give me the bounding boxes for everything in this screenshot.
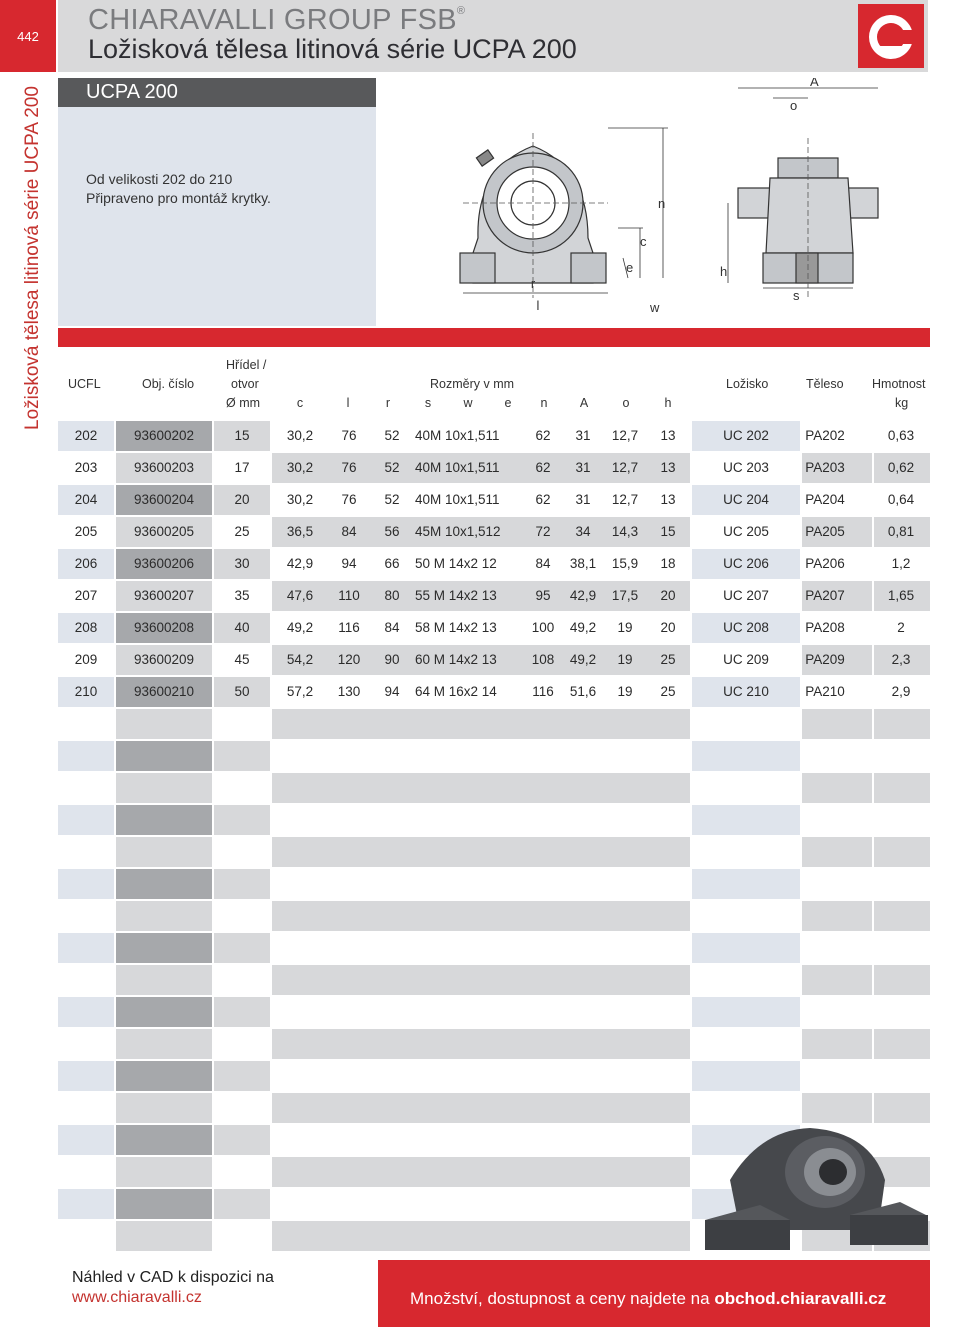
table-cell: 60 M 14x2 13 [415,652,497,667]
table-cell-bg [272,965,690,995]
col-header-rozmery: Rozměry v mm [430,377,515,391]
table-cell-bg [58,1093,114,1123]
table-cell-bg [692,709,800,739]
table-cell-bg [874,1061,930,1091]
table-cell: 2,3 [891,652,911,667]
table-cell-bg [802,1029,872,1059]
table-cell: 17,5 [611,588,639,603]
table-cell: 0,64 [887,492,915,507]
table-cell: 49,2 [569,620,597,635]
table-cell-bg [116,1125,212,1155]
label-c: c [640,234,647,249]
table-cell: 76 [341,492,357,507]
table-cell: 12,7 [611,460,639,475]
table-cell: 25 [660,684,676,699]
table-cell: 93600202 [133,428,195,443]
drawing-svg [378,78,930,326]
table-cell-bg [214,1157,270,1187]
table-cell: 93600203 [133,460,195,475]
table-cell: 110 [338,588,360,603]
table-cell: 19 [617,652,633,667]
table-cell: 58 M 14x2 13 [415,620,497,635]
table-cell: 45M 10x1,512 [415,524,501,539]
table-cell-bg [58,1189,114,1219]
table-cell: 30,2 [286,492,314,507]
table-cell: 52 [384,492,400,507]
registered-mark: ® [456,5,466,18]
table-cell-bg [272,773,690,803]
table-cell-bg [874,965,930,995]
table-cell: 93600208 [133,620,195,635]
brand-name [88,4,465,37]
shop-link[interactable]: obchod.chiaravalli.cz [714,1289,887,1308]
table-cell-bg [802,837,872,867]
table-cell: 116 [532,684,554,699]
table-cell-bg [214,1093,270,1123]
table-cell: 76 [341,460,357,475]
table-cell: 209 [74,652,98,667]
intro-line-1: Od velikosti 202 do 210 [86,171,233,187]
cad-note [72,1268,274,1308]
table-cell-bg [272,1157,690,1187]
table-cell-bg [802,965,872,995]
table-cell: 47,6 [286,588,314,603]
table-cell: 30,2 [286,460,314,475]
table-cell-bg [692,805,800,835]
label-w: w [650,300,660,315]
col-header-kg: kg [895,396,909,410]
label-l: l [536,298,540,313]
table-cell-bg [874,869,930,899]
table-cell-bg [874,741,930,771]
table-cell: 120 [337,652,361,667]
table-cell: 52 [384,428,400,443]
table-cell: 84 [535,556,551,571]
table-cell-bg [802,901,872,931]
table-cell-bg [214,869,270,899]
table-cell-bg [802,1093,872,1123]
table-cell: 0,81 [887,524,915,539]
table-cell-bg [272,1029,690,1059]
table-cell: 51,6 [569,684,597,699]
table-cell-bg [116,773,212,803]
col-header-dim: r [385,396,391,410]
table-cell-bg [58,1029,114,1059]
table-cell: 108 [531,652,555,667]
table-cell: UC 207 [723,588,769,603]
table-cell: UC 210 [723,684,769,699]
table-cell: 1,2 [891,556,911,571]
table-cell: 0,62 [887,460,915,475]
table-cell-bg [874,837,930,867]
table-cell-bg [58,933,114,963]
col-header-hridel-1: Hřídel / [226,358,267,372]
table-cell: 45 [234,652,250,667]
table-cell-bg [272,709,690,739]
table-cell: 93600210 [133,684,195,699]
table-cell-bg [874,805,930,835]
table-cell-bg [116,1061,212,1091]
table-cell-bg [116,805,212,835]
table-cell-bg [272,837,690,867]
table-cell-bg [272,997,690,1027]
table-cell: 93600207 [133,588,195,603]
table-cell-bg [802,933,872,963]
table-cell: 31 [575,428,591,443]
table-cell-bg [58,773,114,803]
table-cell-bg [874,901,930,931]
table-cell: 40 [234,620,250,635]
table-cell: 20 [660,588,676,603]
intro-text [86,170,271,208]
table-cell: 40M 10x1,511 [415,428,500,443]
table-cell-bg [116,1221,212,1251]
table-cell: 19 [617,620,633,635]
table-cell: PA208 [805,620,845,635]
table-cell-bg [272,1221,690,1251]
table-cell-bg [802,805,872,835]
table-cell-bg [692,1029,800,1059]
table-cell-bg [802,709,872,739]
table-cell: UC 202 [723,428,769,443]
product-photo [700,1120,930,1260]
table-cell: PA209 [805,652,845,667]
table-cell-bg [802,1061,872,1091]
col-header-dim: o [622,396,630,410]
table-cell-bg [116,1093,212,1123]
side-label-text: Ložisková tělesa litinová série UCPA 200 [22,86,43,430]
table-cell: 2,9 [891,684,911,699]
table-cell: 94 [384,684,400,699]
intro-heading: UCPA 200 [58,78,376,107]
table-cell: PA203 [805,460,845,475]
table-cell: 49,2 [286,620,314,635]
table-cell: 203 [74,460,98,475]
table-cell: UC 209 [723,652,769,667]
table-cell: 15 [234,428,250,443]
table-cell-bg [874,1029,930,1059]
table-cell: 84 [341,524,357,539]
table-cell: 13 [660,428,676,443]
table-cell-bg [692,1061,800,1091]
table-cell: 12,7 [611,492,639,507]
table-cell: 42,9 [286,556,314,571]
table-cell-bg [116,901,212,931]
col-header-obj: Obj. číslo [142,377,195,391]
table-cell: 42,9 [569,588,597,603]
table-cell: PA206 [805,556,845,571]
table-cell: 208 [74,620,98,635]
table-cell-bg [874,1093,930,1123]
table-cell-bg [692,1093,800,1123]
table-cell: 93600206 [133,556,195,571]
side-label [18,86,58,432]
table-cell: 62 [535,460,551,475]
table-cell: 210 [74,684,98,699]
table-cell: 56 [384,524,400,539]
table-cell-bg [58,1061,114,1091]
table-cell-bg [692,869,800,899]
table-cell: 30 [234,556,250,571]
table-cell-bg [116,869,212,899]
col-header-hmotnost: Hmotnost [872,377,926,391]
table-cell: 12,7 [611,428,639,443]
cad-link[interactable]: www.chiaravalli.cz [72,1289,202,1306]
table-cell: 206 [74,556,98,571]
table-cell: 84 [384,620,400,635]
label-A: A [810,78,819,89]
table-cell: 36,5 [286,524,314,539]
table-cell: 0,63 [887,428,915,443]
table-cell: 17 [234,460,250,475]
table-cell-bg [272,933,690,963]
table-cell: 95 [535,588,551,603]
table-cell-bg [58,1157,114,1187]
label-h: h [720,264,728,279]
table-cell-bg [272,869,690,899]
table-cell-bg [214,1189,270,1219]
col-header-dim: w [463,396,473,410]
table-cell: 31 [575,460,591,475]
table-cell: 50 M 14x2 12 [415,556,497,571]
table-cell-bg [874,773,930,803]
table-cell: 64 M 16x2 14 [415,684,497,699]
table-cell: 130 [337,684,361,699]
table-cell: 116 [338,620,360,635]
table-cell-bg [116,1029,212,1059]
col-header-dim: h [664,396,672,410]
table-cell: 31 [575,492,591,507]
col-header-teleso: Těleso [806,377,844,391]
technical-drawing [378,78,930,326]
table-cell-bg [116,837,212,867]
col-header-hridel-2: otvor [231,377,259,391]
table-cell: 52 [384,460,400,475]
brand-text: CHIARAVALLI GROUP FSB [88,4,457,36]
table-cell-bg [58,709,114,739]
table-cell: 1,65 [887,588,915,603]
table-cell-bg [272,805,690,835]
table-cell-bg [692,965,800,995]
table-cell: UC 204 [723,492,769,507]
table-cell: 55 M 14x2 13 [415,588,497,603]
table-cell-bg [116,709,212,739]
table-cell-bg [116,1157,212,1187]
table-cell: 34 [575,524,591,539]
table-cell: 54,2 [286,652,314,667]
table-cell-bg [874,933,930,963]
table-cell: 20 [660,620,676,635]
table-cell: 20 [234,492,250,507]
table-cell-bg [58,837,114,867]
table-cell-bg [692,901,800,931]
table-cell-bg [116,741,212,771]
table-cell-bg [58,965,114,995]
table-cell: 62 [535,492,551,507]
shop-text: Množství, dostupnost a ceny najdete na [410,1289,715,1308]
table-cell: PA210 [805,684,845,699]
table-cell: 38,1 [569,556,597,571]
table-cell-bg [802,773,872,803]
col-header-ucfl: UCFL [68,377,101,391]
table-cell: 100 [531,620,555,635]
table-cell-bg [692,741,800,771]
table-cell-bg [214,933,270,963]
table-cell: 15 [660,524,676,539]
table-cell-bg [874,997,930,1027]
table-cell: 49,2 [569,652,597,667]
cad-note-text: Náhled v CAD k dispozici na [72,1269,274,1286]
table-cell-bg [214,1125,270,1155]
table-cell-bg [272,741,690,771]
table-cell: 207 [74,588,98,603]
table-cell: 62 [535,428,551,443]
table-cell: UC 203 [723,460,769,475]
table-cell: UC 205 [723,524,769,539]
table-cell-bg [802,869,872,899]
table-cell-bg [272,1189,690,1219]
table-cell: 93600209 [133,652,195,667]
col-header-dim: l [346,396,350,410]
table-cell: UC 206 [723,556,769,571]
col-header-dim: e [504,396,512,410]
table-cell: 40M 10x1,511 [415,460,500,475]
table-cell: 19 [617,684,633,699]
table-cell-bg [116,1189,212,1219]
table-cell-bg [802,741,872,771]
intro-line-2: Připraveno pro montáž krytky. [86,190,271,206]
col-header-lozisko: Ložisko [726,377,769,391]
table-cell: 93600204 [133,492,195,507]
table-cell: 35 [234,588,250,603]
red-divider [58,328,930,347]
col-header-dim: A [579,396,589,410]
table-cell: 50 [234,684,250,699]
table-cell-bg [116,933,212,963]
page-title: Ložisková tělesa litinová série UCPA 200 [88,34,577,64]
table-cell-bg [214,709,270,739]
page-number [0,0,56,72]
table-cell: 57,2 [286,684,314,699]
table-cell: 13 [660,492,676,507]
table-cell: 14,3 [611,524,639,539]
table-cell-bg [214,1221,270,1251]
table-cell: 25 [234,524,250,539]
col-header-dim: n [540,396,548,410]
table-cell-bg [874,709,930,739]
table-cell: 30,2 [286,428,314,443]
label-r: r [530,276,536,291]
label-s: s [793,288,800,303]
table-cell-bg [58,1221,114,1251]
table-cell-bg [58,1125,114,1155]
table-cell-bg [214,837,270,867]
table-cell: UC 208 [723,620,769,635]
table-cell: 40M 10x1,511 [415,492,500,507]
table-cell: 93600205 [133,524,195,539]
table-cell: 72 [535,524,551,539]
label-e: e [626,260,634,275]
table-cell: 80 [384,588,400,603]
table-cell: PA205 [805,524,845,539]
table-cell-bg [272,1061,690,1091]
table-cell-bg [214,901,270,931]
table-cell: 204 [74,492,98,507]
table-cell-bg [214,773,270,803]
table-cell: 66 [384,556,400,571]
table-cell-bg [116,965,212,995]
table-cell-bg [214,741,270,771]
table-cell: PA207 [805,588,845,603]
table-cell-bg [58,901,114,931]
table-cell-bg [58,997,114,1027]
table-cell-bg [214,1029,270,1059]
table-cell-bg [214,805,270,835]
table-cell: PA204 [805,492,845,507]
label-n: n [658,196,666,211]
chiaravalli-logo-icon [858,4,924,68]
table-cell-bg [214,1061,270,1091]
table-cell-bg [802,997,872,1027]
shop-banner-text [410,1289,886,1309]
table-cell: 202 [74,428,98,443]
table-cell: 18 [660,556,676,571]
table-cell: 2 [897,620,905,635]
table-cell: PA202 [805,428,845,443]
col-header-dim: s [424,396,432,410]
table-cell-bg [272,1093,690,1123]
table-cell-bg [272,901,690,931]
table-cell-bg [58,741,114,771]
label-o: o [790,98,798,113]
table-cell-bg [58,869,114,899]
table-cell: 13 [660,460,676,475]
table-cell: 94 [341,556,357,571]
table-cell-bg [272,1125,690,1155]
table-cell-bg [58,805,114,835]
table-cell: 205 [74,524,98,539]
col-header-dim: c [296,396,304,410]
table-cell-bg [116,997,212,1027]
table-cell: 25 [660,652,676,667]
table-cell-bg [692,933,800,963]
table-cell: 76 [341,428,357,443]
table-cell-bg [692,837,800,867]
table-cell-bg [214,997,270,1027]
table-cell: 90 [384,652,400,667]
table-cell: 15,9 [611,556,639,571]
table-cell-bg [692,997,800,1027]
table-cell-bg [692,773,800,803]
page-number-text: 442 [17,28,39,44]
table-cell-bg [214,965,270,995]
col-header-hridel-3: Ø mm [226,396,261,410]
